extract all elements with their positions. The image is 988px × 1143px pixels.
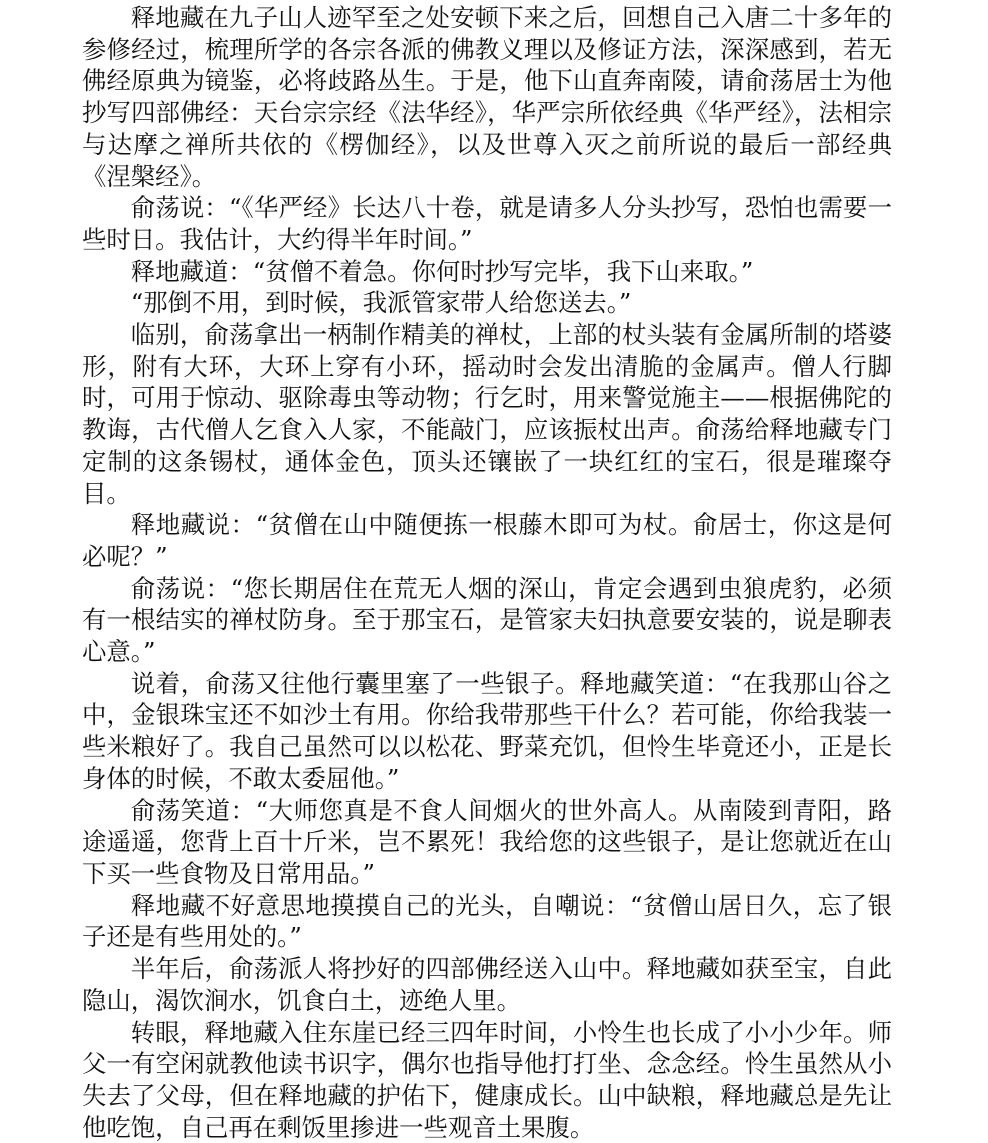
paragraph-9: 俞荡笑道：“大师您真是不食人间烟火的世外高人。从南陵到青阳，路途遥遥，您背上百十斤米，岂不累死！我给您的这些银子，是让您就近在山下买一些食物及日常用品。” <box>82 795 892 890</box>
paragraph-2: 俞荡说：“《华严经》长达八十卷，就是请多人分头抄写，恐怕也需要一些时日。我估计，大约得半年时间。” <box>82 192 892 255</box>
paragraph-3: 释地藏道：“贫僧不着急。你何时抄写完毕，我下山来取。” <box>82 256 892 288</box>
paragraph-6: 释地藏说：“贫僧在山中随便拣一根藤木即可为杖。俞居士，你这是何必呢？” <box>82 509 892 572</box>
paragraph-7: 俞荡说：“您长期居住在荒无人烟的深山，肯定会遇到虫狼虎豹，必须有一根结实的禅杖防身。至于那宝石，是管家夫妇执意要安装的，说是聊表心意。” <box>82 573 892 668</box>
paragraph-1: 释地藏在九子山人迹罕至之处安顿下来之后，回想自己入唐二十多年的参修经过，梳理所学的各宗各派的佛教义理以及修证方法，深深感到，若无佛经原典为镜鉴，必将歧路丛生。于是，他下山直奔南陵，请俞荡居士为他抄写四部佛经：天台宗宗经《法华经》，华严宗所依经典《华严经》，法相宗与达摩之禅所共依的《楞伽经》，以及世尊入灭之前所说的最后一部经典《涅槃经》。 <box>82 2 892 192</box>
paragraph-5: 临别，俞荡拿出一柄制作精美的禅杖，上部的杖头装有金属所制的塔婆形，附有大环，大环上穿有小环，摇动时会发出清脆的金属声。僧人行脚时，可用于惊动、驱除毒虫等动物；行乞时，用来警觉施主——根据佛陀的教诲，古代僧人乞食入人家，不能敲门，应该振杖出声。俞荡给释地藏专门定制的这条锡杖，通体金色，顶头还镶嵌了一块红红的宝石，很是璀璨夺目。 <box>82 319 892 509</box>
paragraph-12: 转眼，释地藏入住东崖已经三四年时间，小怜生也长成了小小少年。师父一有空闲就教他读书识字，偶尔也指导他打打坐、念念经。怜生虽然从小失去了父母，但在释地藏的护佑下，健康成长。山中缺粮，释地藏总是先让他吃饱，自己再在剩饭里掺进一些观音土果腹。 <box>82 1017 892 1143</box>
paragraph-4: “那倒不用，到时候，我派管家带人给您送去。” <box>82 287 892 319</box>
paragraph-11: 半年后，俞荡派人将抄好的四部佛经送入山中。释地藏如获至宝，自此隐山，渴饮涧水，饥食白土，迹绝人里。 <box>82 953 892 1016</box>
paragraph-8: 说着，俞荡又往他行囊里塞了一些银子。释地藏笑道：“在我那山谷之中，金银珠宝还不如沙土有用。你给我带那些干什么？若可能，你给我装一些米粮好了。我自己虽然可以以松花、野菜充饥，但怜生毕竟还小，正是长身体的时候，不敢太委屈他。” <box>82 668 892 795</box>
paragraph-10: 释地藏不好意思地摸摸自己的光头，自嘲说：“贫僧山居日久，忘了银子还是有些用处的。” <box>82 890 892 953</box>
